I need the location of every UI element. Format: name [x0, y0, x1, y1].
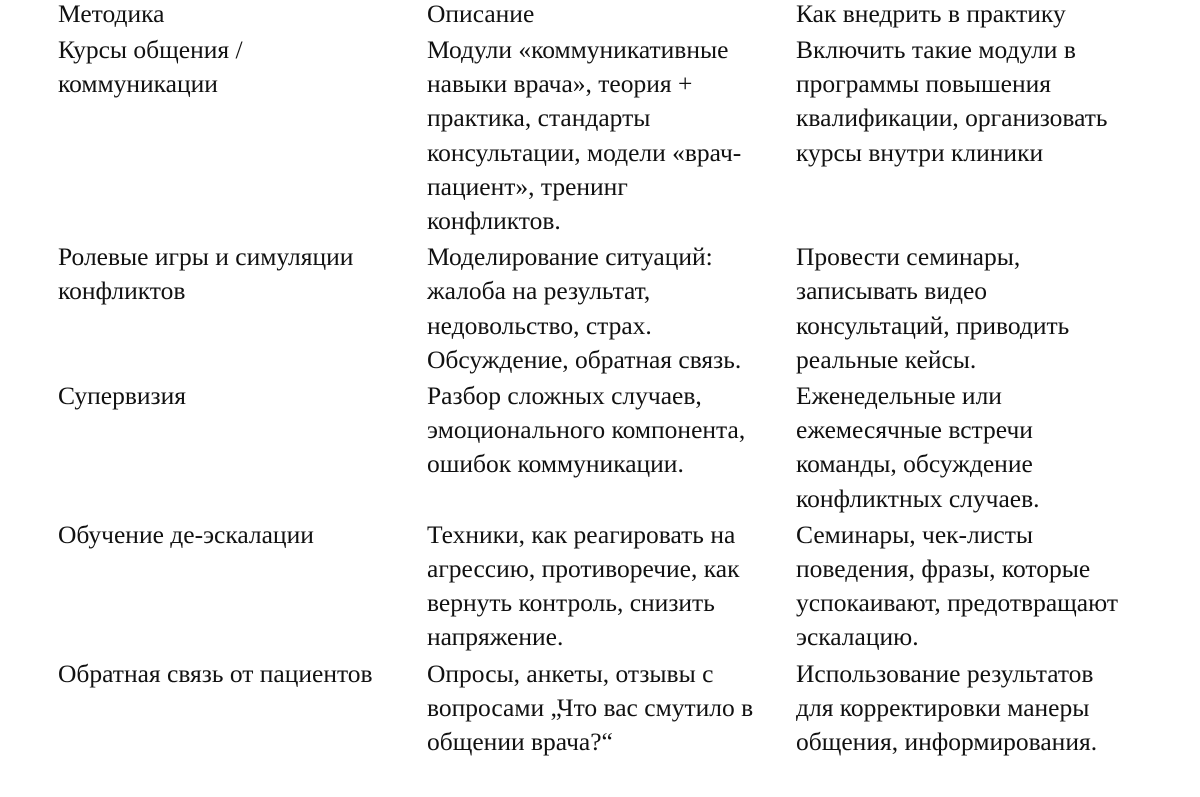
cell-line: Семинары, чек-листы [796, 519, 1034, 549]
table-header [0, 0, 1200, 33]
cell-line: квалификации, организовать [796, 103, 1108, 133]
cell-line: ошибок коммуникации. [427, 449, 684, 479]
cell-line: напряжение. [427, 622, 564, 652]
cell-implementation [796, 379, 1040, 516]
cell-line: вопросами „Что вас смутило в [427, 692, 754, 722]
table-row [0, 33, 1200, 240]
table-body [0, 33, 1200, 761]
header-implementation: Как внедрить в практику [796, 0, 1066, 28]
cell-line: для корректировки манеры [796, 692, 1090, 722]
cell-line: Моделирование ситуаций: [427, 242, 713, 272]
cell-description [427, 33, 741, 238]
cell-line: Модули «коммуникативные [427, 35, 729, 64]
header-method: Методика [58, 0, 165, 28]
cell-line: команды, обсуждение [796, 449, 1033, 479]
cell-line: успокаивают, предотвращают [796, 588, 1118, 618]
cell-line: записывать видео [796, 276, 988, 306]
cell-line: конфликтов [58, 276, 186, 306]
cell-line: курсы внутри клиники [796, 137, 1044, 167]
cell-line: Опросы, анкеты, отзывы с [427, 658, 714, 688]
cell-line: Обратная связь от пациентов [58, 658, 373, 688]
cell-line: поведения, фразы, которые [796, 553, 1091, 583]
cell-line: ежемесячные встречи [796, 415, 1033, 445]
header-description: Описание [427, 0, 535, 28]
cell-method [58, 518, 314, 552]
cell-line: Обсуждение, обратная связь. [427, 344, 742, 374]
cell-line: Курсы общения / [58, 35, 243, 64]
cell-line: эскалацию. [796, 622, 919, 652]
cell-line: консультации, модели «врач- [427, 137, 742, 167]
cell-line: коммуникации [58, 69, 218, 99]
cell-method [58, 33, 243, 101]
cell-line: общении врача?“ [427, 726, 613, 756]
cell-line: общения, информирования. [796, 726, 1098, 756]
cell-method [58, 379, 186, 413]
cell-line: Включить такие модули в [796, 35, 1076, 64]
cell-line: Обучение де-эскалации [58, 519, 314, 549]
cell-line: консультаций, приводить [796, 310, 1070, 340]
cell-description [427, 240, 741, 377]
cell-line: практика, стандарты [427, 103, 651, 133]
cell-implementation [796, 518, 1118, 655]
cell-line: жалоба на результат, [427, 276, 651, 306]
cell-line: Использование результатов [796, 658, 1094, 688]
cell-implementation [796, 33, 1108, 170]
cell-line: реальные кейсы. [796, 344, 977, 374]
table-row [0, 379, 1200, 518]
cell-line: Техники, как реагировать на [427, 519, 736, 549]
cell-line: Еженедельные или [796, 380, 1002, 410]
cell-description [427, 379, 745, 482]
cell-implementation [796, 240, 1069, 377]
table-row [0, 240, 1200, 379]
cell-method [58, 240, 353, 308]
cell-line: агрессию, противоречие, как [427, 553, 740, 583]
cell-implementation [796, 657, 1097, 760]
cell-line: вернуть контроль, снизить [427, 588, 715, 618]
cell-line: пациент», тренинг [427, 171, 628, 201]
cell-line: программы повышения [796, 69, 1051, 99]
cell-line: конфликтных случаев. [796, 483, 1040, 513]
cell-line: недовольство, страх. [427, 310, 652, 340]
cell-line: эмоционального компонента, [427, 415, 746, 445]
cell-line: Супервизия [58, 380, 186, 410]
cell-method [58, 657, 373, 691]
table-row [0, 657, 1200, 762]
cell-description [427, 657, 753, 760]
cell-line: Ролевые игры и симуляции [58, 242, 354, 272]
cell-line: конфликтов. [427, 206, 561, 236]
cell-line: Провести семинары, [796, 242, 1021, 272]
cell-line: Разбор сложных случаев, [427, 380, 702, 410]
table-row [0, 518, 1200, 657]
cell-line: навыки врача», теория + [427, 69, 693, 99]
cell-description [427, 518, 739, 655]
